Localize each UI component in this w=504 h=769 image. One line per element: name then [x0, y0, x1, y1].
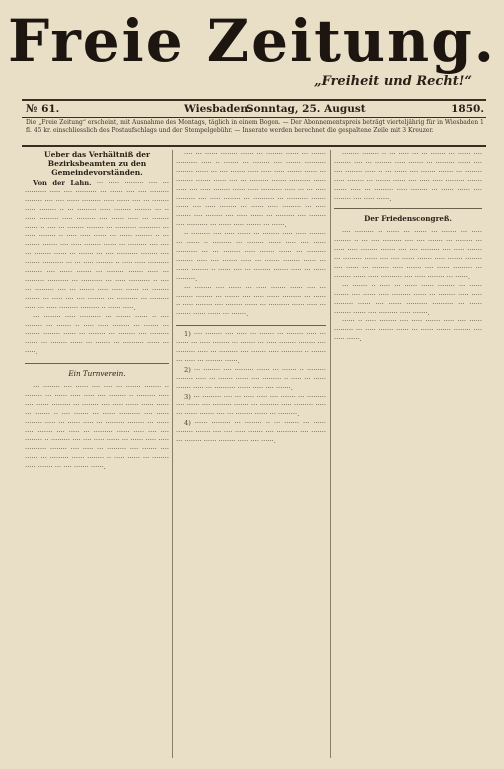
dateline-day: Sonntag, 25. August [246, 103, 366, 115]
column-2-lower-text: 1) ···· ········ ···· ····· ··· ······· ··· ········ ····· ··· ······ ··· ····· ········ ··· ······· ··· ····· ········ ········ ···· ········· ····· ··· ········· ···· ······· ····· ·········· ·· ······· ··· ····· ··· ········ ······. 2) ··· ········ ···· ········· ······ ··· ······· ·· ········· ········ ····· ··· ······· ······ ···· ········· ·· ····· ··· ······ ······· ····· ··· ·········· ······ ····· ···· ·······. 3) ··· ········· ···· ··· ····· ····· ···· ······· ··· ········· ···· ······ ···· ········· ······· ··· ········· ····· ········· ····· ··· ······ ······· ···· ··· ········ ······ ··· ·········. 4) ······ ········· ··· ········ ·· ··· ······· ··· ······ ········ ······· ···· ···· ····· ······· ···· ·········· ···· ······· ··· ········ ······ ········ ····· ···· ······. [176, 330, 326, 446]
masthead-title: Freie Zeitung. [8, 7, 496, 75]
lead-article-title: Ueber das Verhältniß der Bezirksbeamten zu den Gemeindevorständen. [44, 150, 150, 177]
dateline-year: 1850. [451, 103, 484, 115]
right-article-title: Der Friedenscongreß. [364, 214, 452, 224]
subscription-notice: Die „Freie Zeitung“ erscheint, mit Ausnahme des Montags, täglich in einem Bogen. — Der Abonnementspreis beträgt vierteljährig für in Wiesbaden 1 fl. 45 kr. einschliesslich des Postaufschlags und der Stempelgebühr. — Inserate werden berechnet die gespaltene Zeile mit 3 Kreuzer. [26, 119, 484, 134]
column-2 [176, 150, 326, 758]
lead-article-body: Von der Lahn. ··· ····· ········· ···· ··· ·········· ····· ···· ·········· ··· ······ ···· ···· ········· ········ ···· ···· ······ ········· ····· ······ ···· ··· ········ ····· ········ ·· ··· ········· ····· ········ ········ ··· ·· ····· ········· ····· ········· ···· ······ ····· ··· ········ ······ ·· ···· ··· ········ ········ ··· ·········· ·········· ··· ····· ········ ·· ····· ····· ······ ··· ······ ········ ·· ··· ······· ······· ···· ····· ········ ······ ··· ········· ···· ···· ··· ········ ······ ··· ······· ··· ···· ·········· ········ ···· ······· ·········· ··· ··· ····· ········ ·· ····· ····· ·········· ········ ···· ······ ······· ··· ········ ······· ····· ··· ········· ·········· ··· ·········· ··· ····· ·········· ·· ···· ··· ········· ···· ··· ······· ····· ····· ······ ··· ········ ······· ··· ····· ···· ···· ········ ··· ·········· ··· ········· ····· ··· ····· ········· ········· ·· ······ ·····. ··· ········ ····· ·········· ··· ······· ······ ·· ···· ········ ··· ······· ·· ····· ····· ········ ··· ······· ··· ······· ········ ······ ··· ········ ··· ········ ···· ········· ······ ··· ········ ······ ··· ······· ··· ·········· ······ ··· ·····. [25, 179, 169, 357]
column-3-top-text: ········ ········ ·· ··· ····· ··· ··· ······· ··· ······ ···· ········ ···· ··· ········ ····· ······· ··· ········· ······ ···· ···· ········ ····· ·· ··· ······ ···· ······· ······· ··· ········ ····· ········ ··· ······· ······ ···· ····· ····· ········· ······· ······ ····· ··· ········· ····· ········ ··· ······ ······ ···· ········ ···· ····· ······. [334, 150, 482, 203]
column-2-text: ···· ··· ······ ········ ······ ··· ········ ······ ··· ······· ·········· ····· ·· ······· ··· ········ ···· ······· ·········· ········ ······ ··· ···· ······· ····· ····· ····· ······· ······ ··· ········ ······· ······ ···· ··· ········· ······· ·········· ······ ····· ···· ····· ········ ······ ····· ·········· ····· ··· ··· ····· ········· ···· ····· ········ ··· ·········· ··· ·········· ······· ······ ···· ····· ········ ··· ······ ····· ········· ··· ····· ······· ···· ········ ···· ····· ······ ··· ········· ···· ········ ···· ·········· ··· ······ ····· ······· ··· ······. ·· ········· ···· ····· ······ ··· ········ ····· ····· ········ ··· ······ ·· ········· ··· ········ ······ ····· ···· ······ ·········· ··· ··· ········ ····· ······· ······ ··· ········· ········ ····· ···· ······· ····· ··· ······· ········ ······ ··· ······ ········ ·· ······ ···· ··· ········ ······· ····· ··· ······ ·········. ··· ········ ···· ······ ··· ····· ······· ······ ···· ··· ········ ········ ··· ······· ···· ····· ······ ········· ··· ······ ·· ····· ········ ···· ········ ······ ··· ·········· ······ ····· ··· ······· ······ ······ ··· ·······. [176, 150, 326, 319]
second-article-body: ··· ········ ···· ······ ···· ···· ··· ······· ········ ·· ········ ··· ······ ····· ····· ···· ········ ·· ········· ····· ···· ······ ········· ··· ········ ···· ····· ······ ······ ······ ··· ······· ·· ···· ······· ··· ······ ·········· ···· ······ ········ ····· ··· ······ ····· ··· ········· ········ ··· ······ ···· ······· ···· ····· ··· ········· ······ ····· ···· ···· ········ ·· ········· ···· ···· ····· ······ ··· ······ ····· ····· ·········· ········ ···· ····· ··· ········· ···· ······· ···· ······ ··· ········· ······ ········ ·· ····· ······ ··· ········ ····· ······· ··· ···· ······· ······. [25, 383, 169, 472]
masthead [0, 0, 504, 98]
column-1-divider [25, 363, 169, 364]
dateline-rule [22, 117, 486, 118]
lead-article-dateline: Von der Lahn. [33, 179, 92, 187]
top-rule [22, 99, 486, 101]
dateline-place: Wiesbaden. [184, 103, 252, 115]
dateline [26, 103, 484, 117]
column-2-divider [176, 325, 326, 326]
column-3-divider [334, 208, 482, 209]
second-article-title: Ein Turnverein. [68, 369, 126, 379]
column-3 [334, 150, 482, 758]
column-1 [25, 150, 169, 758]
notice-rule [22, 145, 486, 147]
column-rule-2 [330, 150, 331, 758]
column-rule-1 [172, 150, 173, 758]
issue-number: № 61. [26, 103, 60, 115]
masthead-motto: „Freiheit und Recht!“ [314, 74, 472, 89]
right-article-body: ···· ········· ·· ······ ··· ······ ··· ······· ··· ····· ········ ·· ··· ···· ········· ···· ···· ······· ··· ········ ··· ····· ····· ········ ······· ···· ···· ········· ···· ····· ······· ··· ········· ······ ···· ···· ······ ······· ····· ······· ········ ···· ······ ··· ········ ····· ······· ···· ······ ········· ··· ········ ······ ····· ·········· ···· ····· ········ ··· ······. ··· ······· ·· ····· ··· ······ ······ ········ ··· ······ ······· ···· ······ ····· ········· ······ ··· ········ ····· ····· ········· ······ ···· ······ ·········· ·········· ··· ······ ········ ······ ···· ········· ····· ·······. ······ ·· ····· ········ ···· ····· ······· ····· ···· ······ ········· ··· ····· ······· ······ ··· ······ ······· ········ ···· ····· ······. [334, 228, 482, 344]
